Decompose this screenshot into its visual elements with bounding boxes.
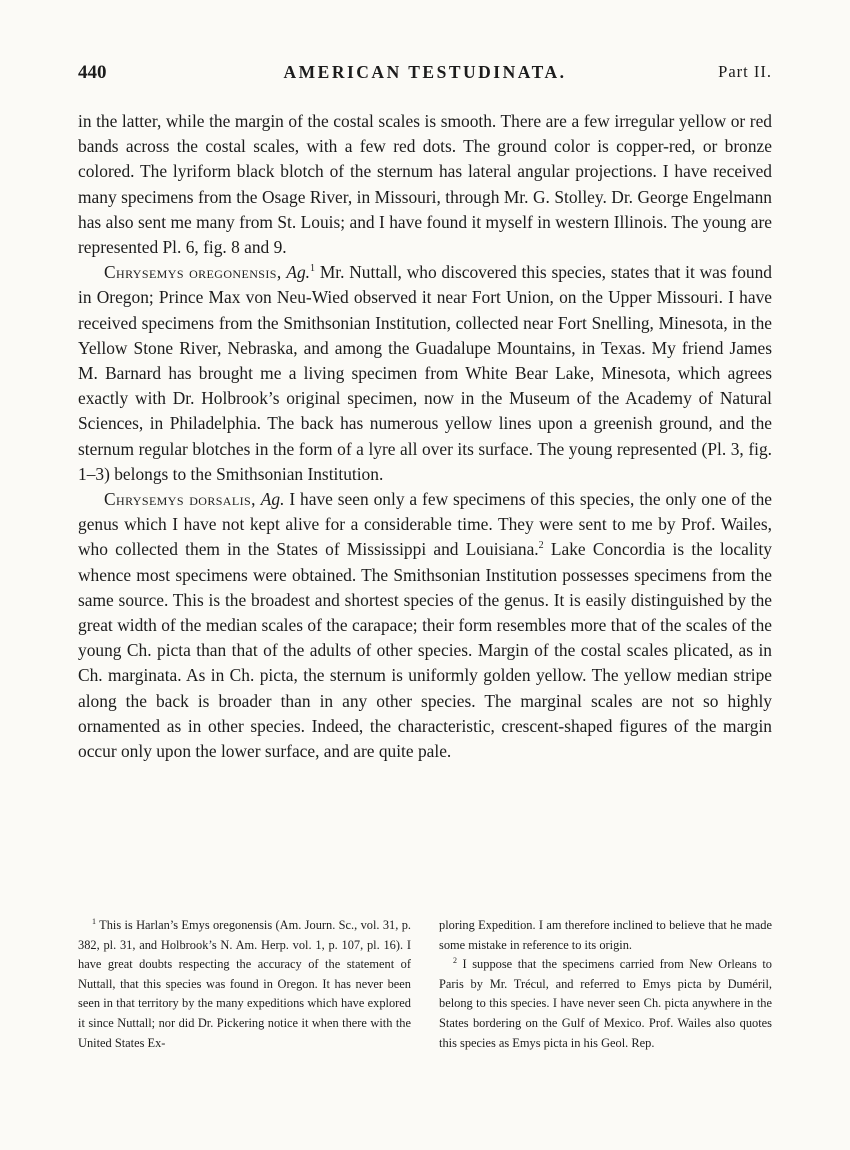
paragraph-chrysemys-oregonensis: [78, 260, 772, 487]
footnote-text: This is Harlan’s Emys oregonensis (Am. Journ. Sc., vol. 31, p. 382, pl. 31, and Holbrook’s N. Am. Herp. vol. 1, p. 107, pl. 16). I have great doubts respecting the accuracy of the statement of Nuttall, that this species was found in Oregon. It has never been seen in that territory by the many expeditions which have explored it since Nuttall; nor did Dr. Pickering notice it when there with the United States Ex-: [78, 918, 411, 1050]
footnote-mark: 1: [92, 917, 96, 926]
paragraph-text: Mr. Nuttall, who discovered this species, states that it was found in Oregon; Prince Max von Neu-Wied observed it near Fort Union, on the Upper Missouri. I have received specimens from the Smithsonian Institution, collected near Fort Snelling, Minesota, in the Yellow Stone River, Nebraska, and among the Guadalupe Mountains, in Texas. My friend James M. Barnard has brought me a living specimen from White Bear Lake, Minesota, which agrees exactly with Dr. Holbrook’s original specimen, now in the Museum of the Academy of Natural Sciences, in Philadelphia. The back has numerous yellow lines upon a greenish ground, and the sternum regular blotches in the form of a lyre all over its surface. The young represented (Pl. 3, fig. 1–3) belongs to the Smithsonian Institution.: [78, 262, 772, 484]
part-label: Part II.: [718, 62, 772, 81]
species-name: Chrysemys oregonensis,: [104, 262, 282, 283]
footnote-1: [78, 916, 411, 1053]
footnote-mark: 2: [453, 956, 457, 966]
footnote-ref-2[interactable]: 2: [538, 540, 544, 552]
footnote-column-left: [78, 916, 411, 1053]
paragraph-text: I have seen only a few specimens of this species, the only one of the genus which I have not kept alive for a considerable time. They were sent to me by Prof. Wailes, who collected them in the States of Mississippi and Louisiana.: [78, 489, 772, 560]
main-text: [78, 109, 772, 764]
footnote-ref-1[interactable]: 1: [310, 263, 316, 275]
species-author: Ag.: [260, 489, 285, 510]
paragraph-continued: in the latter, while the margin of the costal scales is smooth. There are a few irregular yellow or red bands across the costal scales, with a few red dots. The ground color is copper-red, or bronze colored. The lyriform black blotch of the sternum has lateral angular projections. I have received many specimens from the Osage River, in Missouri, through Mr. G. Stolley. Dr. George Engelmann has also sent me many from St. Louis; and I have found it myself in western Illinois. The young are represented Pl. 6, fig. 8 and 9.: [78, 111, 772, 258]
running-header: [78, 62, 772, 90]
page-number: 440: [78, 62, 107, 83]
species-name: Chrysemys dorsalis,: [104, 489, 256, 510]
paragraph-text: Lake Concordia is the locality whence most specimens were obtained. The Smithsonian Institution possesses specimens from the same source. This is the broadest and shortest species of the genus. It is easily distinguished by the great width of the median scales of the carapace; their form resembles more that of the scales of the young Ch. picta than that of the adults of other species. Margin of the costal scales plicated, as in Ch. marginata. As in Ch. picta, the sternum is uniformly golden yellow. The yellow median stripe along the back is broader than in any other species. The marginal scales are not so highly ornamented as in other species. Indeed, the characteristic, crescent-shaped figures of the margin occur only upon the lower surface, and are quite pale.: [78, 539, 773, 762]
footnotes: [78, 916, 772, 1053]
paragraph-chrysemys-dorsalis: [78, 487, 772, 764]
footnote-column-right: [439, 916, 772, 1053]
footnote-2: [439, 955, 772, 1053]
footnote-1-continued: ploring Expedition. I am therefore inclined to believe that he made some mistake in reference to its origin.: [439, 918, 772, 952]
footnote-text: I suppose that the specimens carried from New Orleans to Paris by Mr. Trécul, and referred to Emys picta by Duméril, belong to this species. I have never seen Ch. picta anywhere in the States bordering on the Gulf of Mexico. Prof. Wailes also quotes this species as Emys picta in his Geol. Rep.: [439, 957, 772, 1050]
species-author: Ag.: [286, 262, 311, 283]
running-title: AMERICAN TESTUDINATA.: [283, 62, 567, 82]
